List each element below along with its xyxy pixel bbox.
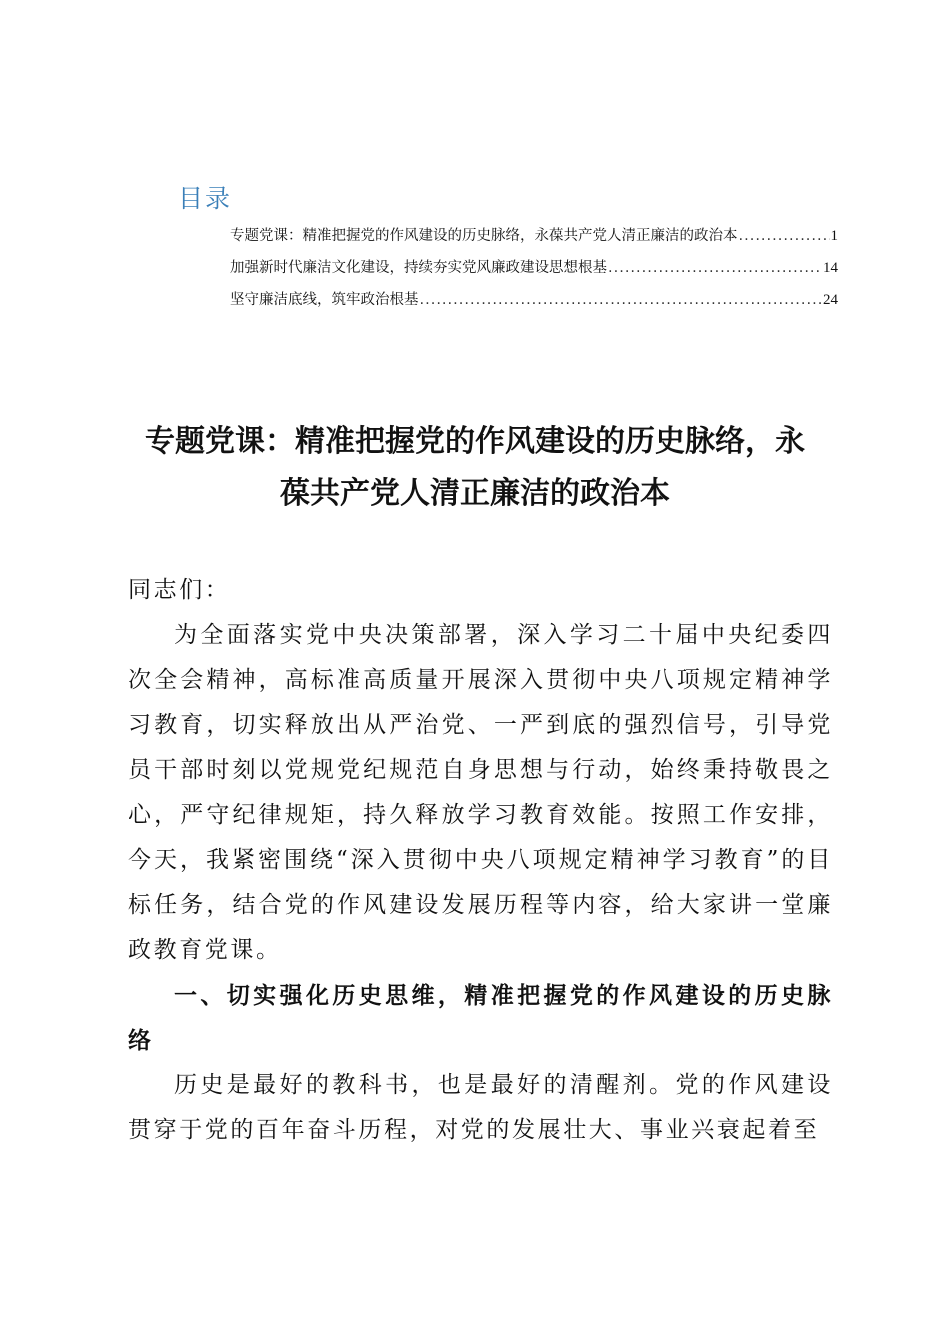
toc-entry-page: 24 [823, 292, 838, 308]
intro-paragraph: 为全面落实党中央决策部署，深入学习二十届中央纪委四次全会精神，高标准高质量开展深入贯彻中央八项规定精神学习教育，切实释放出从严治党、一严到底的强烈信号，引导党员干部时刻以党规党纪规范自身思想与行动，始终秉持敬畏之心，严守纪律规矩，持久释放学习教育效能。按照工作安排，今天，我紧密围绕“深入贯彻中央八项规定精神学习教育”的目标任务，结合党的作风建设发展历程等内容，给大家讲一堂廉政教育党课。 [128, 622, 833, 963]
section-1-heading: 一、切实强化历史思维，精准把握党的作风建设的历史脉络 [128, 982, 833, 1054]
toc-leader-dots [608, 260, 822, 276]
document-title-line-2: 葆共产党人清正廉洁的政治本 [280, 476, 670, 511]
toc-entry-text: 专题党课：精准把握党的作风建设的历史脉络，永葆共产党人清正廉洁的政治本 [230, 228, 738, 244]
toc-entry-text: 加强新时代廉洁文化建设，持续夯实党风廉政建设思想根基 [230, 260, 607, 276]
toc-entry-text: 坚守廉洁底线，筑牢政治根基 [230, 292, 419, 308]
document-title-line-1: 专题党课：精准把握党的作风建设的历史脉络，永 [145, 424, 805, 459]
section-1-paragraph: 历史是最好的教科书，也是最好的清醒剂。党的作风建设贯穿于党的百年奋斗历程，对党的发展壮大、事业兴衰起着至 [128, 1072, 833, 1143]
toc-entry[interactable] [230, 256, 838, 288]
toc-entry[interactable] [230, 224, 838, 256]
toc-leader-dots [739, 228, 830, 244]
document-title [100, 416, 850, 520]
document-body [128, 568, 833, 1153]
salutation: 同志们： [128, 577, 231, 603]
toc-entry-page: 1 [830, 228, 838, 244]
toc-entry-page: 14 [823, 260, 838, 276]
toc-title: 目录 [178, 184, 233, 213]
toc-leader-dots [420, 292, 823, 308]
table-of-contents [178, 182, 838, 320]
toc-entry[interactable] [230, 288, 838, 320]
